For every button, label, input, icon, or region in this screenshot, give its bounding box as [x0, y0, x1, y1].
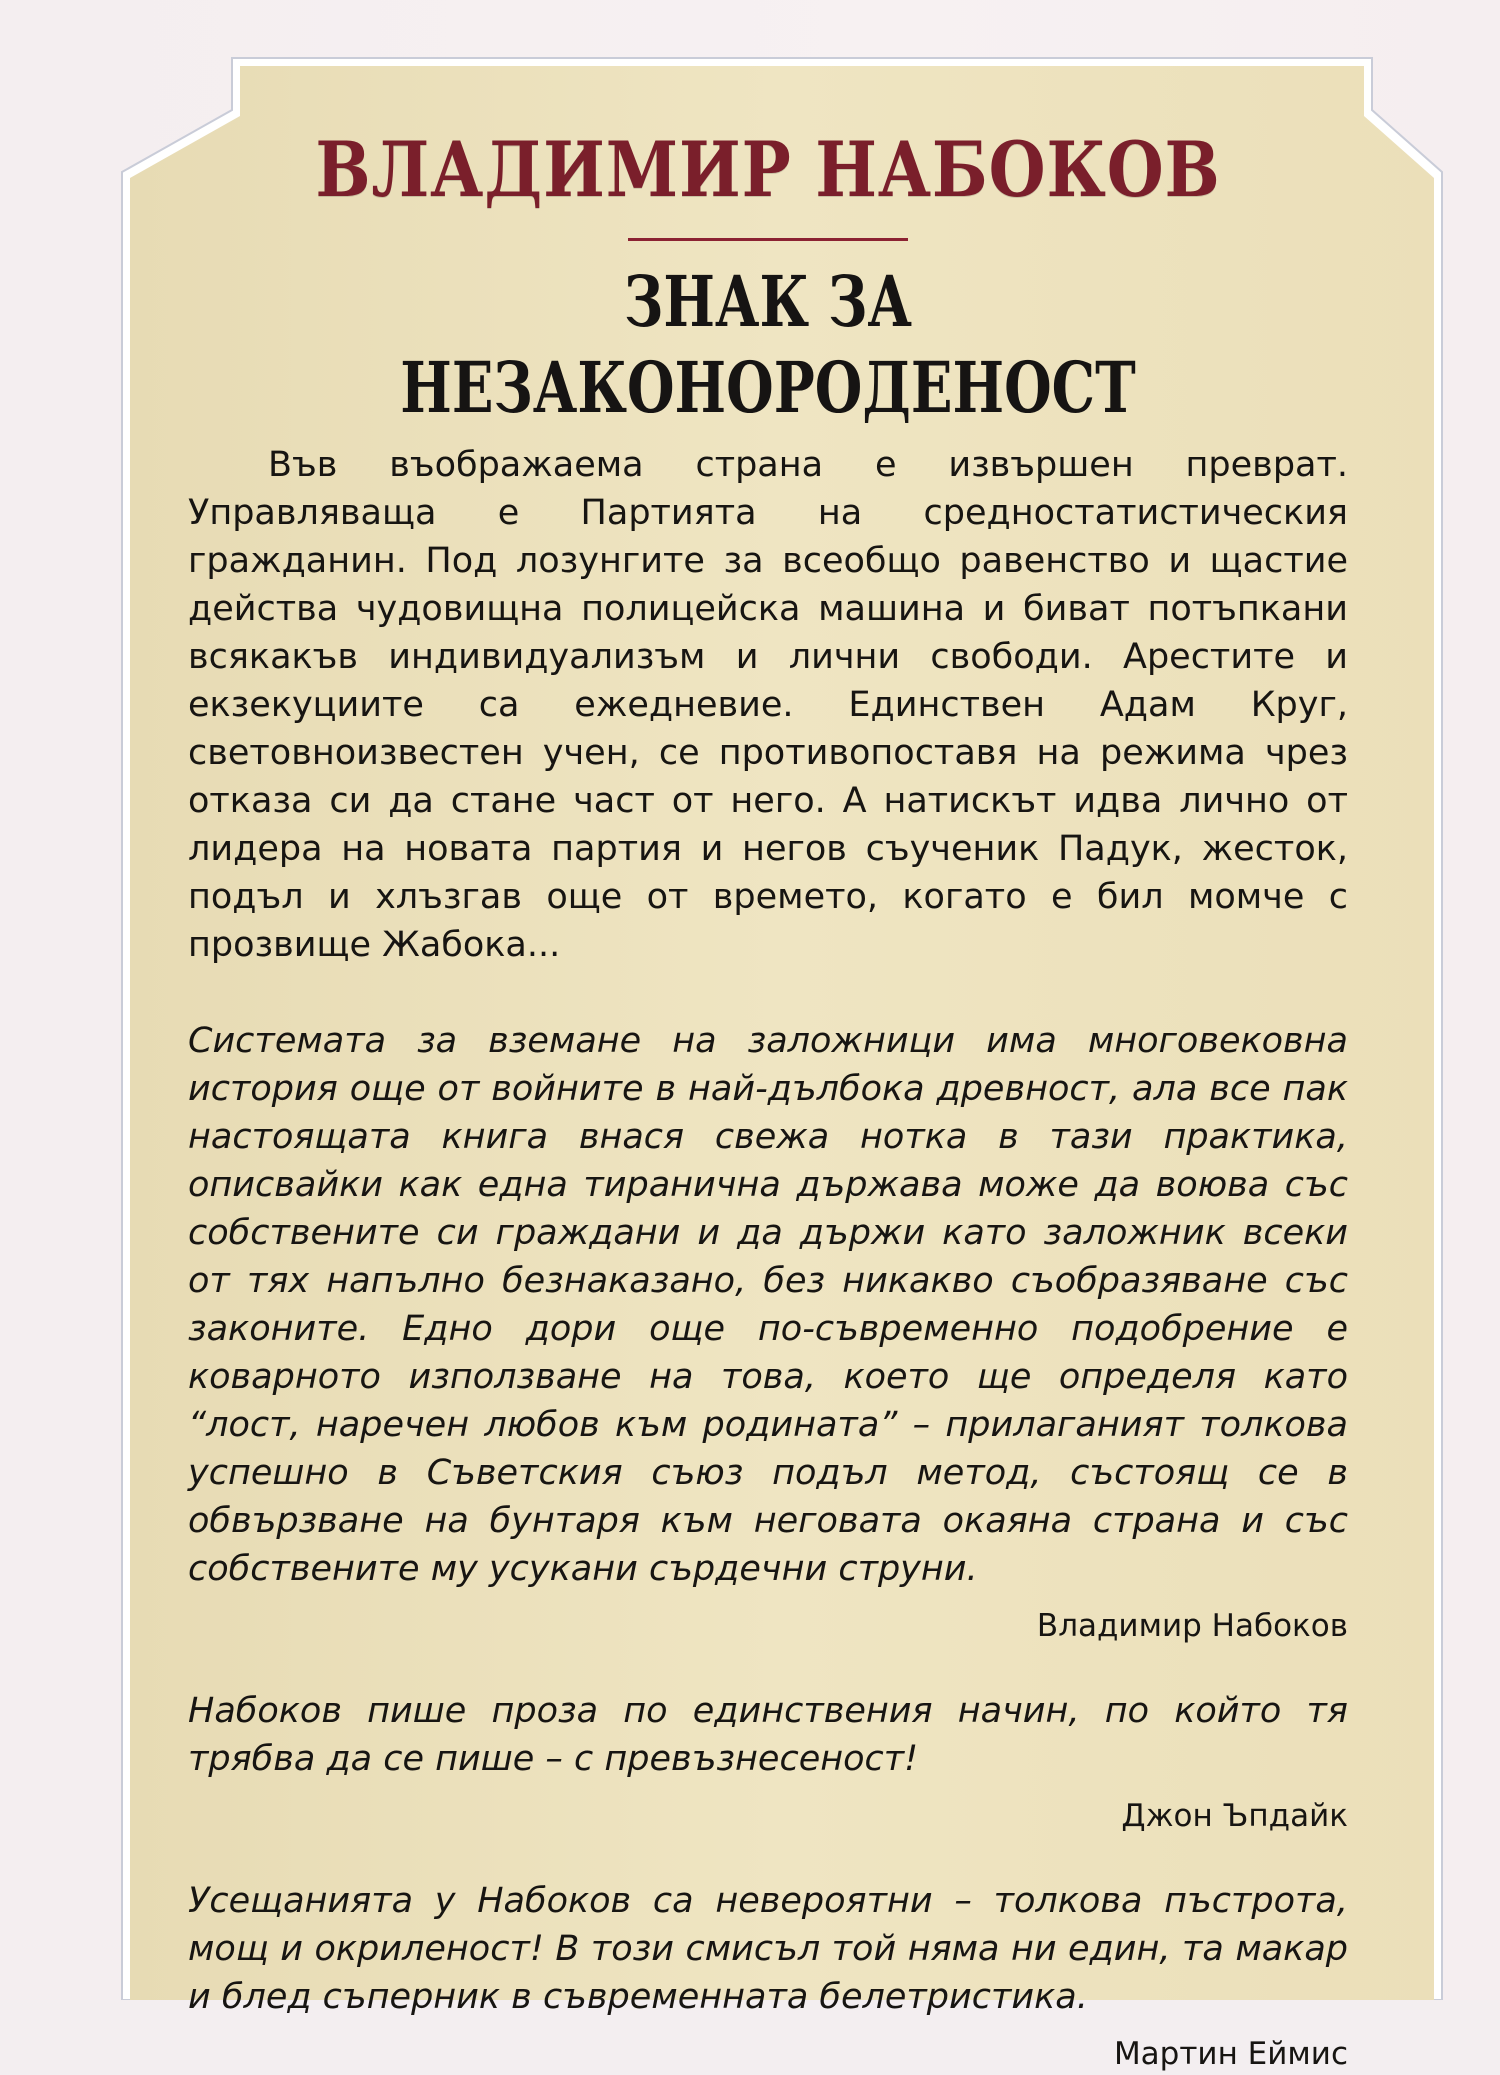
quote-amis: Усещанията у Набоков са невероятни – толкова пъстрота, мощ и окриленост! В този смисъл той няма ни един, та макар и блед съперник в съвременната белетристика. — [188, 1881, 1348, 2017]
quote-nabokov: Системата за вземане на заложници има многовековна история още от войните в най-дълбока древност, ала все пак настоящата книга внася свежа нотка в тази практика, описвайки как една тиранична държава може да воюва със собствените си граждани и да държи като заложник всеки от тях напълно безнаказано, без никакво съобразяване със законите. Едно дори още по-съвременно подобрение е коварното използване на това, което ще определя като “лост, наречен любов към родината” – прилаганият толкова успешно в Съветския съюз подъл метод, състоящ се в обвързване на бунтаря към неговата окаяна страна и със собствените му усукани сърдечни струни. — [188, 1021, 1348, 1589]
author-heading: ВЛАДИМИР НАБОКОВ — [315, 125, 1221, 214]
title-divider — [628, 238, 908, 241]
back-cover-text — [188, 120, 1348, 2075]
book-title: ЗНАК ЗА НЕЗАКОНОРОДЕНОСТ — [400, 260, 1136, 429]
summary-paragraph: Във въображаема страна е извършен преврат. Управляваща е Партията на средностатистическия гражданин. Под лозунгите за всеобщо равенство и щастие действа чудовищна полицейска машина и биват потъпкани всякакъв индивидуализъм и лични свободи. Арестите и екзекуциите са ежедневие. Единствен Адам Круг, световноизвестен учен, се противопоставя на режима чрез отказа си да стане част от него. А натискът идва лично от лидера на новата партия и негов съученик Падук, жесток, подъл и хлъзгав още от времето, когато е бил момче с прозвище Жабока... — [188, 445, 1348, 965]
quote-updike: Набоков пише проза по единствения начин, по който тя трябва да се пише – с превъзнесеност! — [188, 1691, 1348, 1779]
quote-updike-author: Джон Ъпдайк — [1121, 1798, 1348, 1834]
quote-amis-author: Мартин Еймис — [1113, 2036, 1348, 2072]
quote-nabokov-author: Владимир Набоков — [1036, 1608, 1348, 1644]
